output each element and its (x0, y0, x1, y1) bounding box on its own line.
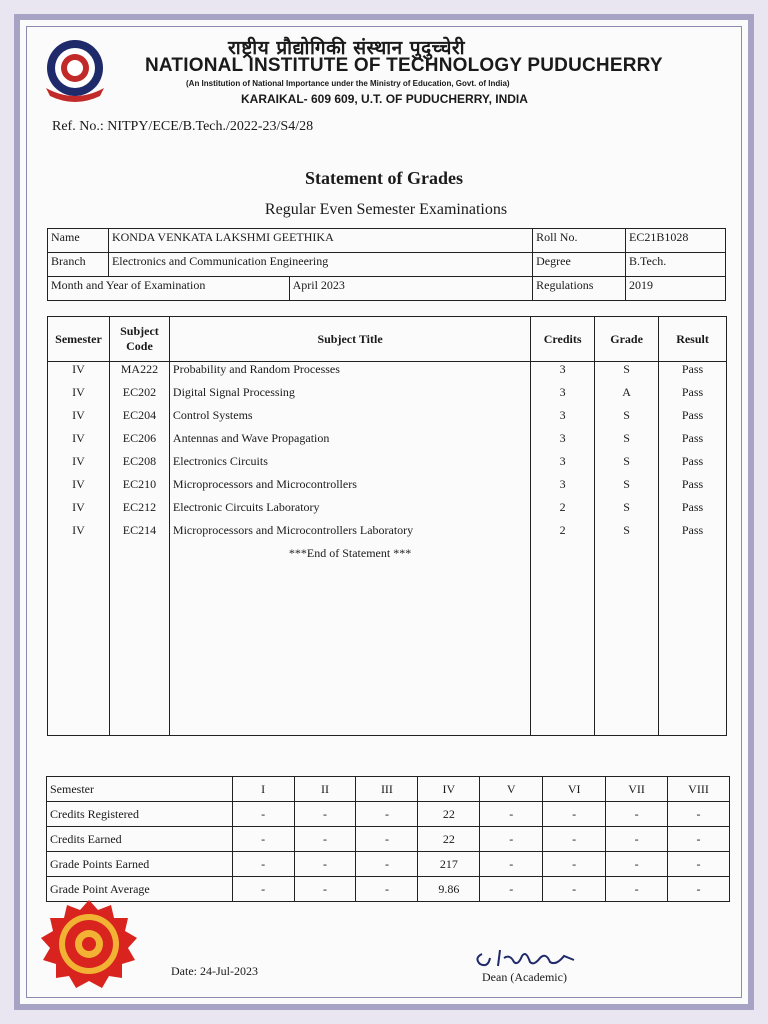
row-code: EC208 (109, 454, 169, 477)
summary-cell: 22 (418, 827, 480, 852)
row-result: Pass (659, 454, 727, 477)
table-row (48, 385, 727, 408)
row-semester: IV (48, 500, 110, 523)
summary-cell: - (480, 802, 543, 827)
row-result: Pass (659, 500, 727, 523)
row-credits: 2 (531, 500, 595, 523)
institute-name: NATIONAL INSTITUTE OF TECHNOLOGY PUDUCHERRY (145, 55, 663, 76)
col-grade: Grade (595, 317, 659, 362)
summary-row-label: Grade Point Average (47, 877, 233, 902)
summary-cell: - (480, 877, 543, 902)
row-result: Pass (659, 385, 727, 408)
summary-row (47, 877, 730, 902)
table-row (48, 523, 727, 546)
issue-date: Date: 24-Jul-2023 (171, 964, 258, 978)
summary-table (46, 776, 730, 902)
summary-row-label: Credits Registered (47, 802, 233, 827)
exam-month-label: Month and Year of Examination (48, 277, 290, 301)
summary-cell: - (668, 827, 730, 852)
row-result: Pass (659, 362, 727, 386)
col-subject-title: Subject Title (169, 317, 530, 362)
semester-col: I (232, 777, 294, 802)
row-grade: S (595, 408, 659, 431)
row-title: Probability and Random Processes (169, 362, 530, 386)
degree-label: Degree (533, 253, 626, 277)
summary-cell: - (232, 877, 294, 902)
row-code: EC214 (109, 523, 169, 546)
signatory-title: Dean (Academic) (482, 970, 567, 984)
summary-cell: 217 (418, 852, 480, 877)
semester-col: VII (606, 777, 668, 802)
row-title: Digital Signal Processing (169, 385, 530, 408)
row-code: EC202 (109, 385, 169, 408)
summary-cell: - (356, 802, 418, 827)
summary-header-label: Semester (47, 777, 233, 802)
semester-col: III (356, 777, 418, 802)
row-title: Antennas and Wave Propagation (169, 431, 530, 454)
row-semester: IV (48, 523, 110, 546)
summary-cell: - (606, 827, 668, 852)
name-label: Name (48, 229, 109, 253)
row-title: Microprocessors and Microcontrollers Laboratory (169, 523, 530, 546)
row-title: Microprocessors and Microcontrollers (169, 477, 530, 500)
row-credits: 3 (531, 362, 595, 386)
row-result: Pass (659, 431, 727, 454)
summary-cell: - (232, 852, 294, 877)
roll-number: EC21B1028 (626, 229, 726, 253)
branch-value: Electronics and Communication Engineering (108, 253, 532, 277)
col-result: Result (659, 317, 727, 362)
row-semester: IV (48, 431, 110, 454)
page-title: Statement of Grades (305, 168, 463, 188)
regulations-label: Regulations (533, 277, 626, 301)
summary-cell: - (294, 877, 356, 902)
row-credits: 3 (531, 385, 595, 408)
row-credits: 2 (531, 523, 595, 546)
semester-col: V (480, 777, 543, 802)
summary-cell: - (356, 827, 418, 852)
reference-number: Ref. No.: NITPY/ECE/B.Tech./2022-23/S4/28 (52, 119, 314, 134)
row-result: Pass (659, 523, 727, 546)
summary-cell: - (543, 827, 606, 852)
summary-cell: - (606, 802, 668, 827)
branch-label: Branch (48, 253, 109, 277)
summary-cell: - (356, 877, 418, 902)
institute-logo (40, 38, 110, 104)
row-code: EC212 (109, 500, 169, 523)
summary-cell: - (606, 852, 668, 877)
student-name: KONDA VENKATA LAKSHMI GEETHIKA (108, 229, 532, 253)
table-row (48, 362, 727, 386)
summary-cell: - (668, 877, 730, 902)
table-row (48, 431, 727, 454)
row-semester: IV (48, 408, 110, 431)
official-seal-icon (38, 898, 140, 990)
col-credits: Credits (531, 317, 595, 362)
row-credits: 3 (531, 454, 595, 477)
semester-col: II (294, 777, 356, 802)
exam-month-value: April 2023 (289, 277, 533, 301)
col-subject-code: Subject Code (109, 317, 169, 362)
row-title: Control Systems (169, 408, 530, 431)
semester-col: IV (418, 777, 480, 802)
table-row (48, 500, 727, 523)
summary-cell: - (356, 852, 418, 877)
row-code: EC204 (109, 408, 169, 431)
summary-cell: - (668, 852, 730, 877)
summary-row (47, 802, 730, 827)
row-grade: S (595, 477, 659, 500)
roll-label: Roll No. (533, 229, 626, 253)
grades-table (47, 316, 727, 736)
table-row (48, 408, 727, 431)
summary-cell: - (480, 827, 543, 852)
row-semester: IV (48, 477, 110, 500)
summary-cell: 22 (418, 802, 480, 827)
summary-cell: - (543, 802, 606, 827)
summary-cell: - (294, 802, 356, 827)
row-result: Pass (659, 477, 727, 500)
page-subtitle: Regular Even Semester Examinations (264, 201, 508, 218)
regulations-value: 2019 (626, 277, 726, 301)
summary-cell: - (232, 802, 294, 827)
row-code: EC206 (109, 431, 169, 454)
summary-cell: - (480, 852, 543, 877)
row-semester: IV (48, 454, 110, 477)
row-grade: A (595, 385, 659, 408)
table-row (48, 477, 727, 500)
summary-row (47, 852, 730, 877)
summary-cell: - (543, 877, 606, 902)
semester-col: VIII (668, 777, 730, 802)
degree-value: B.Tech. (626, 253, 726, 277)
row-grade: S (595, 523, 659, 546)
row-grade: S (595, 362, 659, 386)
summary-row (47, 827, 730, 852)
row-grade: S (595, 500, 659, 523)
summary-cell: - (294, 827, 356, 852)
student-info-table (47, 228, 726, 301)
summary-cell: - (294, 852, 356, 877)
row-title: Electronic Circuits Laboratory (169, 500, 530, 523)
summary-cell: - (668, 802, 730, 827)
semester-col: VI (543, 777, 606, 802)
col-semester: Semester (48, 317, 110, 362)
row-result: Pass (659, 408, 727, 431)
summary-cell: - (232, 827, 294, 852)
institute-tagline: (An Institution of National Importance under the Ministry of Education, Govt. of India) (186, 79, 510, 88)
row-credits: 3 (531, 408, 595, 431)
summary-cell: - (543, 852, 606, 877)
summary-row-label: Credits Earned (47, 827, 233, 852)
summary-cell: - (606, 877, 668, 902)
table-row (48, 454, 727, 477)
row-grade: S (595, 454, 659, 477)
institute-name-hindi: राष्ट्रीय प्रौद्योगिकी संस्थान पुदुच्चेरी (228, 37, 466, 59)
summary-cell: 9.86 (418, 877, 480, 902)
row-code: MA222 (109, 362, 169, 386)
summary-row-label: Grade Points Earned (47, 852, 233, 877)
row-semester: IV (48, 362, 110, 386)
end-of-statement: ***End of Statement *** (169, 546, 530, 736)
row-title: Electronics Circuits (169, 454, 530, 477)
row-credits: 3 (531, 477, 595, 500)
row-credits: 3 (531, 431, 595, 454)
row-grade: S (595, 431, 659, 454)
row-code: EC210 (109, 477, 169, 500)
row-semester: IV (48, 385, 110, 408)
institute-address: KARAIKAL- 609 609, U.T. OF PUDUCHERRY, INDIA (241, 92, 528, 106)
